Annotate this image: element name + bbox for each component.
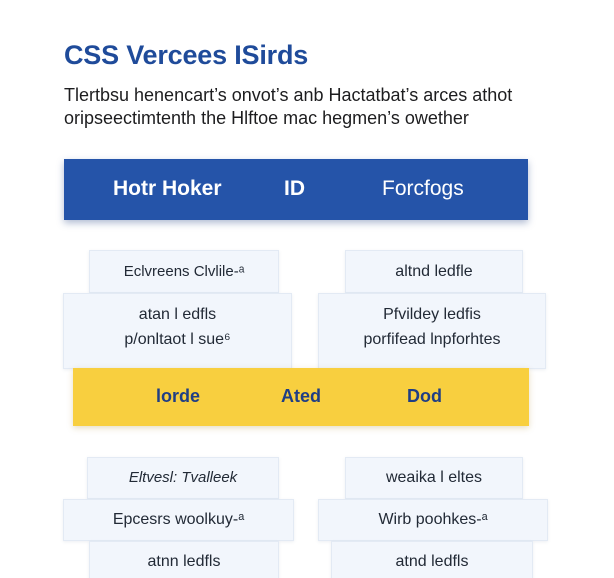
block2-right-foot: atnd ledfls	[331, 541, 533, 578]
block1-left-body	[63, 293, 292, 369]
header-cell-1: Hotr Hoker	[113, 177, 222, 200]
block1-left-line-1: atan l edfls	[138, 306, 217, 323]
description-line-2: oripseectimtenth the Hlftoe mac hegmen’s owether	[64, 108, 469, 128]
page-description	[64, 84, 564, 130]
block1-left-line-2: p/onltaot l sue⁶	[124, 331, 231, 348]
description-line-1: Tlertbsu henencart’s onvot’s anb Hactatbat’s arces athot	[64, 85, 513, 105]
block2-left-head	[87, 457, 279, 499]
block2-right-mid: Wirb poohkes-ᵃ	[318, 499, 548, 541]
highlight-cell-1: lorde	[156, 386, 201, 406]
block2-left-foot: atnn ledfls	[89, 541, 279, 578]
block1-right-body	[318, 293, 546, 369]
block1-right-line-1: Pfvildey ledfis	[383, 306, 481, 323]
page-title: CSS Vercees ISirds	[64, 40, 309, 70]
block2-left-head-text: Eltvesl: Tvalleek	[128, 469, 238, 486]
highlight-row	[73, 368, 529, 426]
block2-left-mid: Epcesrs woolkuy-ᵃ	[63, 499, 294, 541]
highlight-cell-3: Dod	[407, 386, 442, 406]
header-cell-2: ID	[284, 177, 305, 200]
block1-left-head: Eclvreens Clvlile-ᵃ	[89, 250, 279, 293]
block1-right-line-2: porfifead lnpforhtes	[363, 331, 501, 348]
block2-right-head: weaika l eltes	[345, 457, 523, 499]
highlight-cell-2: Ated	[281, 386, 321, 406]
block1-right-head: altnd ledfle	[345, 250, 523, 293]
header-cell-3: Forcfogs	[382, 177, 464, 200]
table-header-row	[64, 159, 528, 220]
